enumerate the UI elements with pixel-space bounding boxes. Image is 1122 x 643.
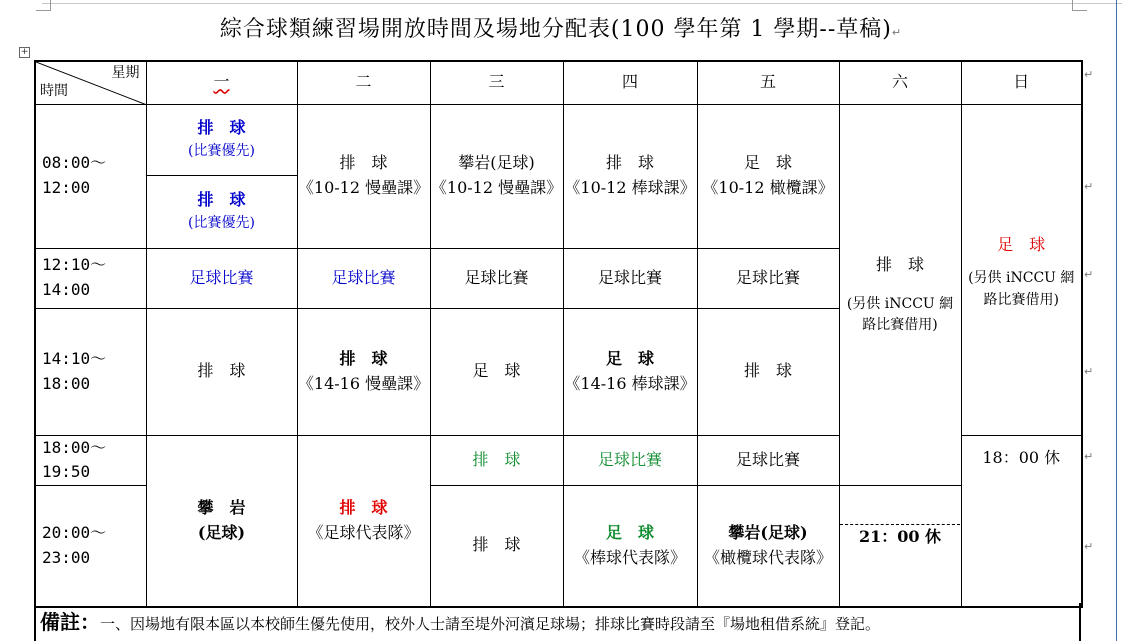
page-margin-mark-right bbox=[1072, 0, 1087, 11]
end-of-row-mark: ↵ bbox=[1084, 365, 1094, 378]
cell-tue-1410-line1: 排 球 bbox=[339, 348, 388, 368]
cell-mon-1210: 足球比賽 bbox=[146, 248, 297, 308]
cell-sun-daytime bbox=[961, 104, 1082, 435]
cell-mon-0800-top-line1: 排 球 bbox=[197, 118, 246, 138]
cell-thu-1410-line2: 《14-16 棒球課》 bbox=[564, 373, 696, 393]
cell-mon-1800-line1: 攀 岩 bbox=[197, 497, 246, 517]
cell-fri-1210: 足球比賽 bbox=[697, 248, 839, 308]
page-top-border bbox=[42, 3, 1122, 4]
cell-wed-0800 bbox=[430, 104, 563, 248]
cell-wed-0800-line2: 《10-12 慢壘課》 bbox=[430, 178, 563, 197]
footnote-text: 一、因場地有限本區以本校師生優先使用，校外人士請至堤外河濱足球場；排球比賽時段請至『場地租借系統』登記。 bbox=[100, 615, 881, 633]
end-of-row-mark: ↵ bbox=[1084, 450, 1094, 463]
table-header-row bbox=[35, 61, 1082, 104]
end-of-row-mark: ↵ bbox=[1084, 180, 1094, 193]
document-title: 綜合球類練習場開放時間及場地分配表(100 學年第 1 學期--草稿)↵ bbox=[219, 17, 903, 42]
cell-tue-1210: 足球比賽 bbox=[297, 248, 430, 308]
cell-thu-1410-line1: 足 球 bbox=[605, 348, 654, 368]
cell-sat-line2: (另供 iNCCU 網 bbox=[846, 295, 954, 312]
footnote-bar bbox=[34, 603, 1081, 641]
day-header-mon: 一 bbox=[146, 61, 297, 104]
row-0800 bbox=[35, 104, 1082, 248]
weekday-axis-label: 星期 bbox=[111, 65, 140, 81]
cell-wed-0800-line1: 攀岩(足球) bbox=[458, 153, 535, 173]
time-slot-1210: 12:10～14:00 bbox=[35, 248, 146, 308]
cell-sun-line1: 足 球 bbox=[997, 235, 1046, 255]
cell-wed-1210: 足球比賽 bbox=[430, 248, 563, 308]
cell-thu-2000-line1: 足 球 bbox=[605, 523, 654, 543]
day-header-tue: 二 bbox=[297, 61, 430, 104]
cell-wed-1800: 排 球 bbox=[430, 435, 563, 486]
cell-mon-0800 bbox=[146, 104, 297, 248]
cell-fri-0800-line1: 足 球 bbox=[743, 153, 792, 173]
time-slot-2000: 20:00～23:00 bbox=[35, 486, 146, 607]
cell-sat-line3: 路比賽借用) bbox=[862, 317, 938, 334]
cell-mon-0800-top-line2: (比賽優先) bbox=[188, 143, 255, 160]
cell-tue-1410 bbox=[297, 308, 430, 435]
cell-fri-2000 bbox=[697, 486, 839, 607]
cell-thu-0800-line2: 《10-12 棒球課》 bbox=[564, 178, 696, 197]
cell-thu-0800 bbox=[563, 104, 697, 248]
corner-header-cell bbox=[35, 61, 146, 104]
day-header-wed: 三 bbox=[430, 61, 563, 104]
cell-thu-2000 bbox=[563, 486, 697, 607]
day-header-sat: 六 bbox=[839, 61, 961, 104]
cell-fri-1800: 足球比賽 bbox=[697, 435, 839, 486]
table-move-handle-icon[interactable]: + bbox=[20, 47, 29, 57]
time-axis-label: 時間 bbox=[40, 82, 68, 99]
cell-sat-evening bbox=[839, 486, 961, 607]
cell-thu-1210: 足球比賽 bbox=[563, 248, 697, 308]
cell-mon-1800-line2: (足球) bbox=[197, 522, 246, 542]
cell-sat-daytime bbox=[839, 104, 961, 486]
cell-sat-close: 21：00 休 bbox=[840, 524, 960, 550]
time-slot-1800: 18:00～19:50 bbox=[35, 435, 146, 486]
end-of-row-mark: ↵ bbox=[1084, 540, 1094, 553]
time-slot-0800: 08:00～12:00 bbox=[35, 104, 146, 248]
day-header-fri: 五 bbox=[697, 61, 839, 104]
day-header-sun: 日 bbox=[961, 61, 1082, 104]
cell-tue-0800-line2: 《10-12 慢壘課》 bbox=[297, 178, 430, 197]
schedule-table bbox=[34, 60, 1083, 608]
cell-mon-0800-bot-line1: 排 球 bbox=[197, 190, 246, 210]
cell-sun-line3: 路比賽借用) bbox=[983, 291, 1059, 308]
window-right-edge bbox=[1116, 0, 1117, 641]
cell-tue-0800 bbox=[297, 104, 430, 248]
cell-sun-close: 18：00 休 bbox=[982, 447, 1061, 467]
cell-tue-1800 bbox=[297, 435, 430, 607]
end-of-row-mark: ↵ bbox=[1084, 68, 1094, 81]
cell-fri-0800 bbox=[697, 104, 839, 248]
cell-tue-1410-line2: 《14-16 慢壘課》 bbox=[297, 373, 430, 393]
cell-tue-0800-line1: 排 球 bbox=[339, 153, 388, 173]
cell-tue-1800-line2: 《足球代表隊》 bbox=[307, 522, 420, 542]
cell-mon-1410: 排 球 bbox=[146, 308, 297, 435]
cell-thu-0800-line1: 排 球 bbox=[605, 153, 654, 173]
cell-thu-1800: 足球比賽 bbox=[563, 435, 697, 486]
cell-sun-evening bbox=[961, 435, 1082, 607]
cell-fri-2000-line1: 攀岩(足球) bbox=[728, 523, 808, 543]
cell-mon-1800 bbox=[146, 435, 297, 607]
cell-fri-0800-line2: 《10-12 橄欖課》 bbox=[702, 178, 834, 197]
cell-mon-0800-bot-line2: (比賽優先) bbox=[188, 215, 255, 232]
time-slot-1410: 14:10～18:00 bbox=[35, 308, 146, 435]
cell-fri-2000-line2: 《橄欖球代表隊》 bbox=[703, 547, 832, 567]
cell-sat-line1: 排 球 bbox=[875, 254, 924, 274]
footnote-label: 備註： bbox=[40, 610, 100, 634]
cell-tue-1800-line1: 排 球 bbox=[339, 497, 388, 517]
cell-fri-1410: 排 球 bbox=[697, 308, 839, 435]
cell-wed-1410: 足 球 bbox=[430, 308, 563, 435]
cell-thu-2000-line2: 《棒球代表隊》 bbox=[573, 547, 686, 567]
day-header-thu: 四 bbox=[563, 61, 697, 104]
cell-sun-line2: (另供 iNCCU 網 bbox=[968, 270, 1075, 287]
end-of-row-mark: ↵ bbox=[1084, 268, 1094, 281]
cell-thu-1410 bbox=[563, 308, 697, 435]
page-margin-mark-left bbox=[36, 0, 51, 11]
cell-wed-2000: 排 球 bbox=[430, 486, 563, 607]
document-title-text: 綜合球類練習場開放時間及場地分配表(100 學年第 1 學期--草稿) bbox=[219, 17, 892, 42]
